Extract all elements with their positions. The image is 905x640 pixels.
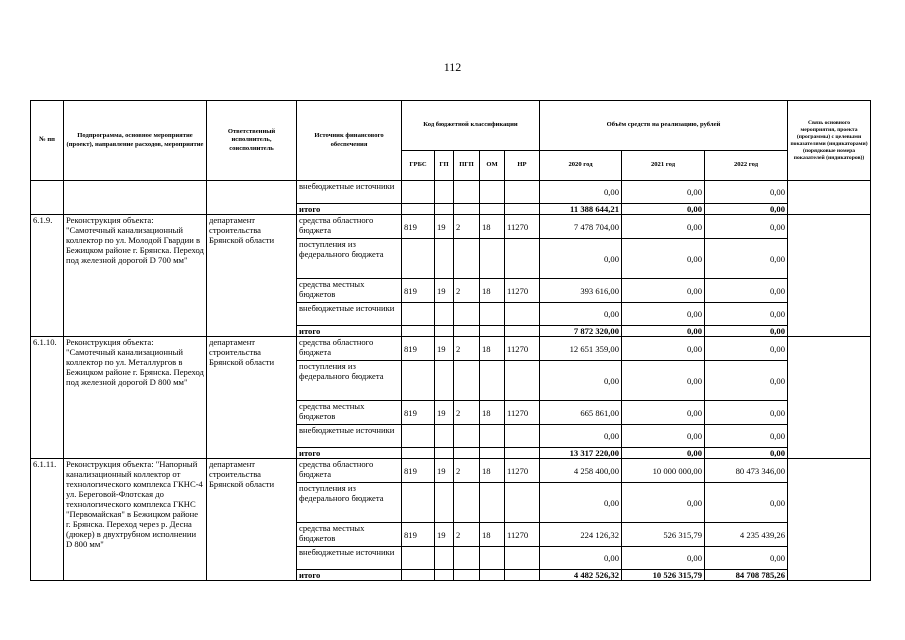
code-np: 11270 (505, 337, 540, 361)
value-2020: 7 478 704,00 (540, 215, 622, 239)
code-np (505, 570, 540, 581)
value-2020: 0,00 (540, 181, 622, 204)
code-om (480, 483, 505, 523)
code-grbs: 819 (402, 215, 435, 239)
code-np (505, 239, 540, 279)
value-2022: 0,00 (705, 215, 788, 239)
code-np (505, 425, 540, 448)
code-np (505, 326, 540, 337)
budget-table (30, 100, 871, 581)
code-np: 11270 (505, 279, 540, 303)
source-cell: итого (297, 570, 402, 581)
source-cell: итого (297, 448, 402, 459)
header-volume: Объём средств на реализацию, рублей (540, 101, 788, 151)
value-2022: 0,00 (705, 448, 788, 459)
source-cell: средства областного бюджета (297, 459, 402, 483)
value-2021: 0,00 (622, 337, 705, 361)
code-np (505, 483, 540, 523)
value-2020: 0,00 (540, 303, 622, 326)
code-gp: 19 (435, 337, 454, 361)
header-no: № пп (31, 101, 64, 181)
header-np: НР (505, 151, 540, 181)
header-indicator-link: Связь основного мероприятия, проекта (программы) с целевыми показателями (индикаторами) (порядковые номера показателей (индикаторов)) (788, 101, 871, 181)
page-number: 112 (443, 60, 462, 74)
header-grbs: ГРБС (402, 151, 435, 181)
value-2020: 393 616,00 (540, 279, 622, 303)
code-grbs (402, 448, 435, 459)
code-gp (435, 239, 454, 279)
source-cell: средства областного бюджета (297, 337, 402, 361)
header-budget-code: Код бюджетной классификации (402, 101, 540, 151)
code-grbs (402, 570, 435, 581)
value-2022: 0,00 (705, 547, 788, 570)
code-pgp: 2 (454, 337, 480, 361)
code-gp: 19 (435, 523, 454, 547)
item-number: 6.1.11. (31, 459, 64, 581)
source-cell: итого (297, 204, 402, 215)
code-grbs: 819 (402, 337, 435, 361)
header-responsible: Ответственный исполнитель, соисполнитель (207, 101, 297, 181)
value-2020: 13 317 220,00 (540, 448, 622, 459)
source-cell: внебюджетные источники (297, 303, 402, 326)
code-grbs (402, 239, 435, 279)
code-pgp (454, 326, 480, 337)
value-2022: 0,00 (705, 361, 788, 401)
code-pgp (454, 425, 480, 448)
source-cell: средства областного бюджета (297, 215, 402, 239)
value-2022: 0,00 (705, 204, 788, 215)
code-gp: 19 (435, 401, 454, 425)
code-pgp: 2 (454, 401, 480, 425)
code-pgp (454, 448, 480, 459)
code-pgp: 2 (454, 523, 480, 547)
value-2021: 0,00 (622, 401, 705, 425)
code-pgp (454, 570, 480, 581)
code-om (480, 425, 505, 448)
source-cell: внебюджетные источники (297, 181, 402, 204)
value-2020: 4 482 526,32 (540, 570, 622, 581)
value-2021: 0,00 (622, 215, 705, 239)
value-2020: 665 861,00 (540, 401, 622, 425)
item-number: 6.1.9. (31, 215, 64, 337)
code-om (480, 361, 505, 401)
code-np (505, 361, 540, 401)
code-pgp (454, 239, 480, 279)
item-name: Реконструкция объекта: "Самотечный канализационный коллектор по ул. Молодой Гвардии в Бежицком районе г. Брянска. Переход под железной дорогой D 700 мм" (64, 215, 207, 337)
value-2022: 0,00 (705, 326, 788, 337)
code-om (480, 239, 505, 279)
code-grbs: 819 (402, 523, 435, 547)
code-np: 11270 (505, 523, 540, 547)
code-pgp (454, 361, 480, 401)
value-2020: 4 258 400,00 (540, 459, 622, 483)
value-2021: 0,00 (622, 547, 705, 570)
code-grbs: 819 (402, 459, 435, 483)
value-2022: 0,00 (705, 337, 788, 361)
source-cell: итого (297, 326, 402, 337)
value-2020: 224 126,32 (540, 523, 622, 547)
value-2020: 0,00 (540, 361, 622, 401)
value-2021: 0,00 (622, 448, 705, 459)
value-2021: 0,00 (622, 279, 705, 303)
code-gp (435, 483, 454, 523)
code-gp: 19 (435, 279, 454, 303)
code-gp (435, 303, 454, 326)
value-2021: 10 526 315,79 (622, 570, 705, 581)
header-gp: ГП (435, 151, 454, 181)
source-cell: средства местных бюджетов (297, 401, 402, 425)
value-2020: 12 651 359,00 (540, 337, 622, 361)
value-2021: 0,00 (622, 483, 705, 523)
value-2021: 0,00 (622, 181, 705, 204)
value-2020: 0,00 (540, 425, 622, 448)
table-row (31, 459, 871, 483)
indicator-cell (788, 215, 871, 337)
item-responsible: департамент строительства Брянской области (207, 337, 297, 459)
table-row (31, 215, 871, 239)
empty-cell (64, 181, 207, 215)
value-2020: 7 872 320,00 (540, 326, 622, 337)
source-cell: поступления из федерального бюджета (297, 239, 402, 279)
code-pgp: 2 (454, 215, 480, 239)
code-np (505, 448, 540, 459)
code-om (480, 547, 505, 570)
source-cell: средства местных бюджетов (297, 523, 402, 547)
item-name: Реконструкция объекта: "Самотечный канализационный коллектор по ул. Металлургов в Бежицком районе г. Брянска. Переход под железной дорогой D 800 мм" (64, 337, 207, 459)
header-year-2022: 2022 год (705, 151, 788, 181)
code-grbs: 819 (402, 279, 435, 303)
header-source: Источник финансового обеспечения (297, 101, 402, 181)
value-2022: 0,00 (705, 483, 788, 523)
item-responsible: департамент строительства Брянской области (207, 459, 297, 581)
table-row (31, 181, 871, 204)
value-2022: 84 708 785,26 (705, 570, 788, 581)
code-gp (435, 448, 454, 459)
code-gp (435, 326, 454, 337)
code-grbs: 819 (402, 401, 435, 425)
code-grbs (402, 326, 435, 337)
code-grbs (402, 547, 435, 570)
code-gp: 19 (435, 215, 454, 239)
source-cell: поступления из федерального бюджета (297, 361, 402, 401)
value-2021: 0,00 (622, 204, 705, 215)
value-2022: 0,00 (705, 181, 788, 204)
item-name: Реконструкция объекта: "Напорный канализационный коллектор от технологического комплекса ГКНС-4 ул. Береговой-Флотская до технологического комплекса ГКНС "Первомайская" в Бежицком районе г. Брянска. Переход через р. Десна (дюкер) в двухтрубном исполнении D 800 мм" (64, 459, 207, 581)
code-om (480, 326, 505, 337)
value-2021: 526 315,79 (622, 523, 705, 547)
value-2022: 0,00 (705, 239, 788, 279)
item-number: 6.1.10. (31, 337, 64, 459)
value-2021: 0,00 (622, 303, 705, 326)
code-pgp (454, 483, 480, 523)
code-om (480, 448, 505, 459)
code-pgp: 2 (454, 279, 480, 303)
code-gp: 19 (435, 459, 454, 483)
value-2020: 11 388 644,21 (540, 204, 622, 215)
header-subprogram: Подпрограмма, основное мероприятие (проект), направление расходов, мероприятие (64, 101, 207, 181)
code-om: 18 (480, 279, 505, 303)
code-gp (435, 425, 454, 448)
header-om: ОМ (480, 151, 505, 181)
value-2022: 0,00 (705, 401, 788, 425)
code-grbs (402, 303, 435, 326)
source-cell: поступления из федерального бюджета (297, 483, 402, 523)
header-year-2020: 2020 год (540, 151, 622, 181)
indicator-cell (788, 337, 871, 459)
value-2021: 10 000 000,00 (622, 459, 705, 483)
code-np: 11270 (505, 215, 540, 239)
value-2021: 0,00 (622, 326, 705, 337)
code-om (480, 303, 505, 326)
indicator-cell (788, 459, 871, 581)
indicator-cell (788, 181, 871, 215)
source-cell: внебюджетные источники (297, 425, 402, 448)
code-om: 18 (480, 337, 505, 361)
code-np: 11270 (505, 459, 540, 483)
source-cell: внебюджетные источники (297, 547, 402, 570)
code-om: 18 (480, 459, 505, 483)
code-om: 18 (480, 401, 505, 425)
value-2021: 0,00 (622, 361, 705, 401)
empty-cell (207, 181, 297, 215)
value-2022: 4 235 439,26 (705, 523, 788, 547)
code-np: 11270 (505, 401, 540, 425)
code-gp (435, 570, 454, 581)
value-2022: 0,00 (705, 279, 788, 303)
code-gp (435, 547, 454, 570)
value-2020: 0,00 (540, 483, 622, 523)
source-cell: средства местных бюджетов (297, 279, 402, 303)
value-2021: 0,00 (622, 425, 705, 448)
code-grbs (402, 361, 435, 401)
header-year-2021: 2021 год (622, 151, 705, 181)
code-gp (435, 361, 454, 401)
code-pgp: 2 (454, 459, 480, 483)
code-np (505, 303, 540, 326)
item-responsible: департамент строительства Брянской области (207, 215, 297, 337)
value-2021: 0,00 (622, 239, 705, 279)
value-2022: 0,00 (705, 303, 788, 326)
value-2020: 0,00 (540, 547, 622, 570)
value-2022: 80 473 346,00 (705, 459, 788, 483)
value-2020: 0,00 (540, 239, 622, 279)
code-pgp (454, 547, 480, 570)
empty-cell (31, 181, 64, 215)
code-np (505, 547, 540, 570)
code-grbs (402, 483, 435, 523)
code-om: 18 (480, 215, 505, 239)
table-row (31, 337, 871, 361)
code-grbs (402, 425, 435, 448)
code-om: 18 (480, 523, 505, 547)
code-om (480, 570, 505, 581)
header-pgp: ПГП (454, 151, 480, 181)
code-pgp (454, 303, 480, 326)
value-2022: 0,00 (705, 425, 788, 448)
